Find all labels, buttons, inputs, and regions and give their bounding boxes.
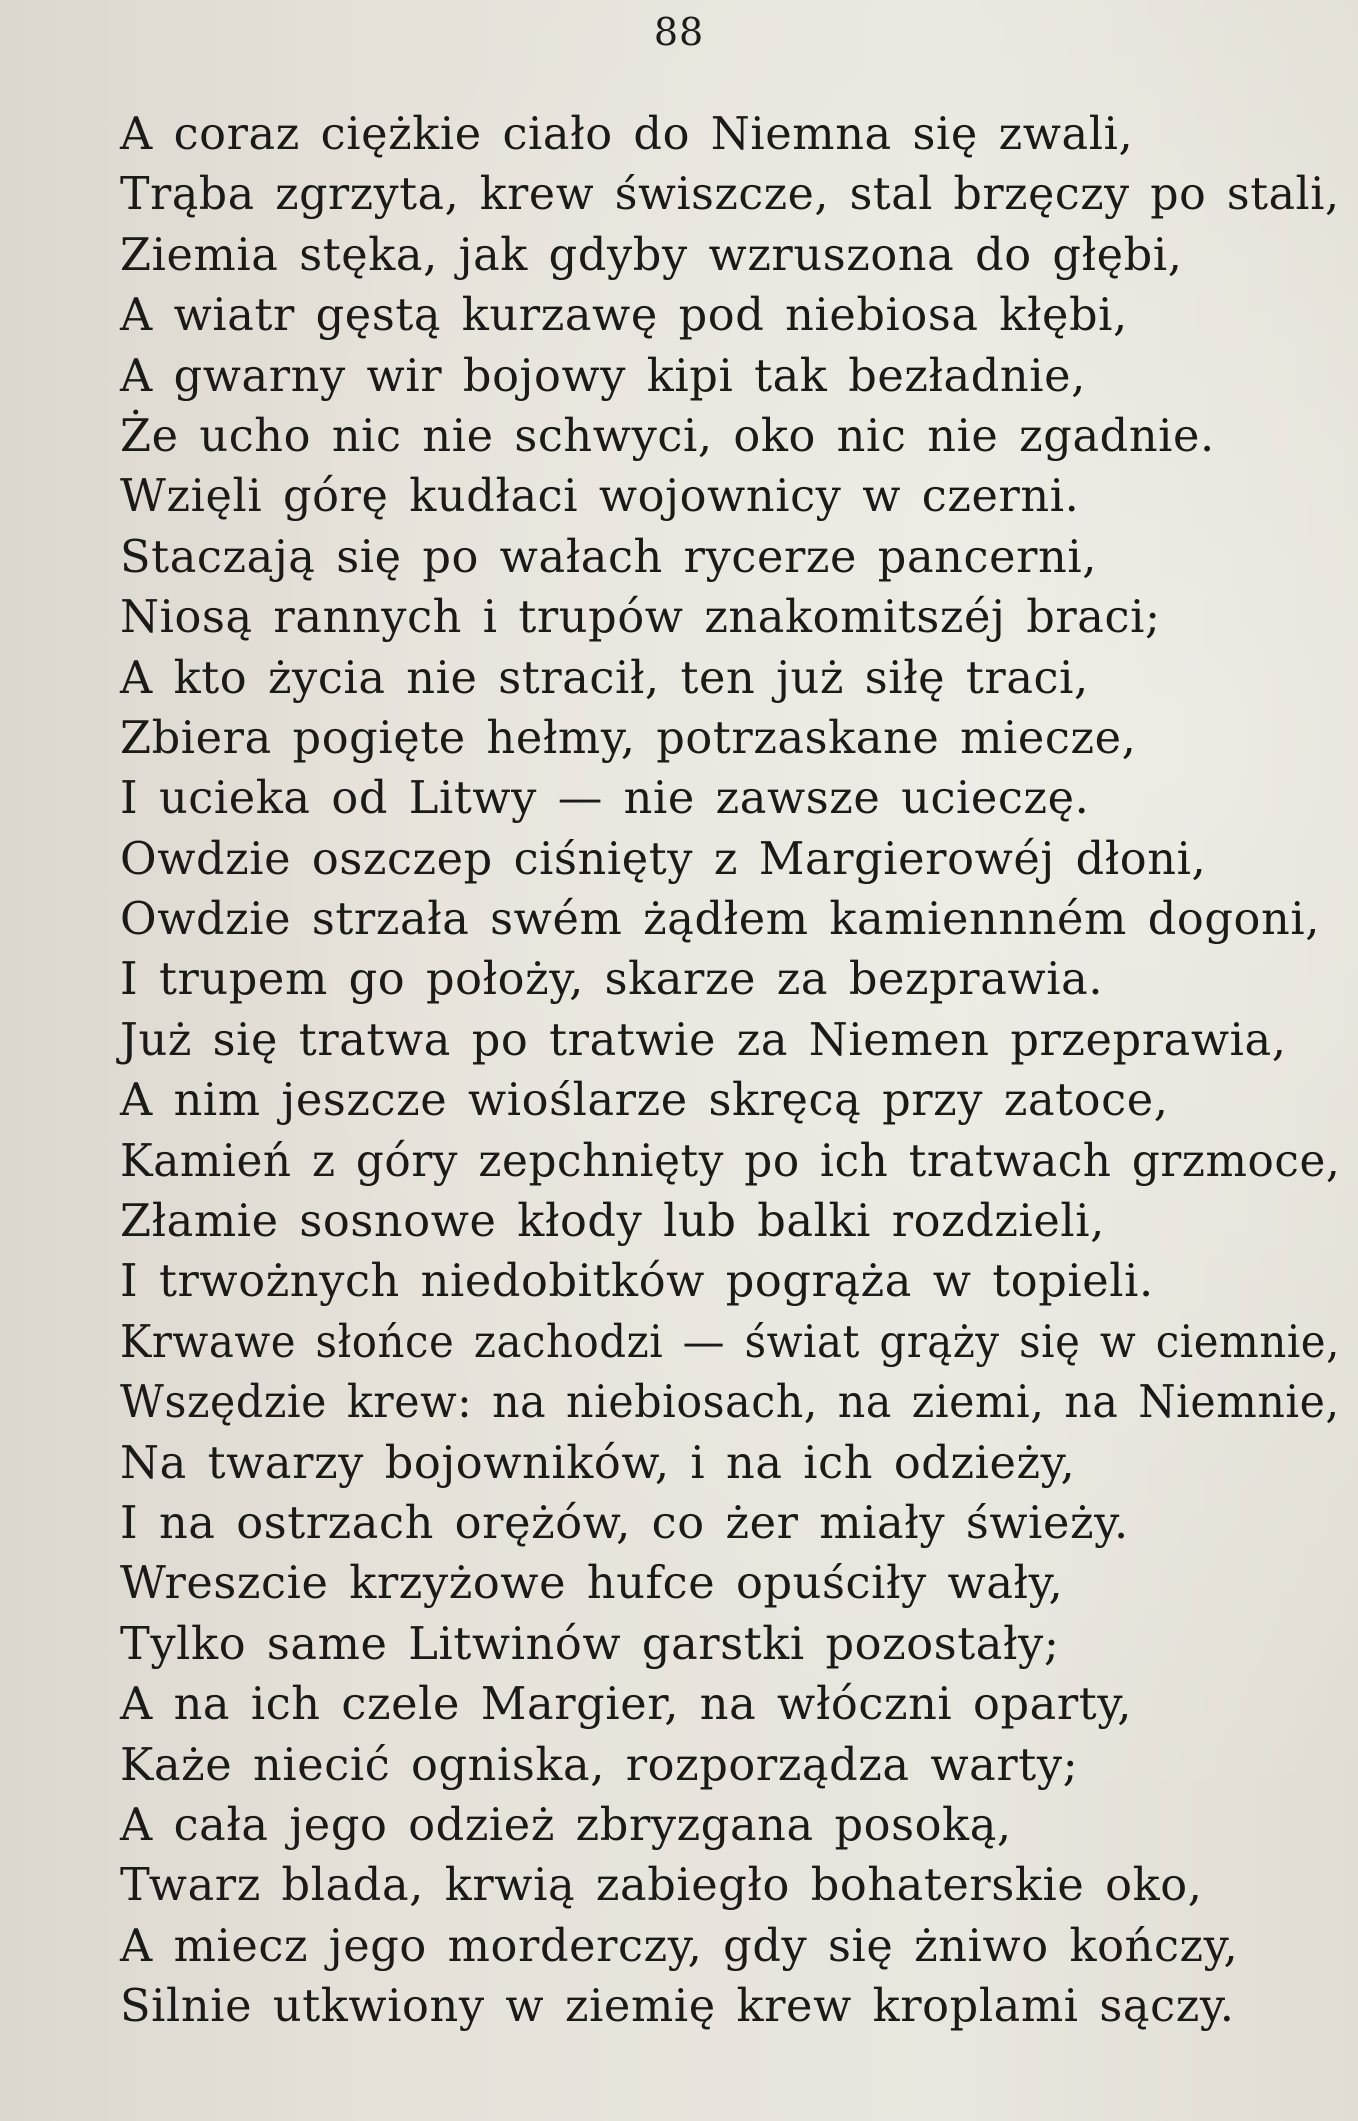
verse-line: A coraz ciężkie ciało do Niemna się zwali,: [120, 107, 1134, 160]
verse-line: Staczają się po wałach rycerze pancerni,: [120, 529, 1098, 583]
verse-line: Zbiera pogięte hełmy, potrzaskane miecze,: [120, 710, 1137, 764]
verse-line: Tylko same Litwinów garstki pozostały;: [120, 1616, 1060, 1670]
verse-line: Krwawe słońce zachodzi — świat grąży się w ciemnie,: [120, 1314, 1341, 1368]
verse-line: Ziemia stęka, jak gdyby wzruszona do głębi,: [120, 227, 1183, 281]
verse-line: I ucieka od Litwy — nie zawsze ucieczę.: [120, 771, 1090, 825]
verse-line: A kto życia nie stracił, ten już siłę traci,: [120, 650, 1089, 704]
verse-line: Już się tratwa po tratwie za Niemen przeprawia,: [120, 1012, 1287, 1066]
verse-line: Wreszcie krzyżowe hufce opuściły wały,: [120, 1556, 1064, 1610]
verse-line: Że ucho nic nie schwyci, oko nic nie zgadnie.: [120, 408, 1215, 462]
verse-line: Kamień z góry zepchnięty po ich tratwach grzmoce,: [120, 1133, 1341, 1187]
verse-line: Złamie sosnowe kłody lub balki rozdzieli,: [120, 1194, 1105, 1248]
verse-line: I trwożnych niedobitków pogrąża w topieli.: [120, 1254, 1154, 1308]
verse-line: Twarz blada, krwią zabiegło bohaterskie oko,: [120, 1858, 1203, 1912]
verse-line: Owdzie strzała swém żądłem kamiennném dogoni,: [120, 892, 1320, 946]
verse-line: A cała jego odzież zbryzgana posoką,: [120, 1797, 1012, 1851]
verse-line: Wszędzie krew: na niebiosach, na ziemi, na Niemnie,: [120, 1375, 1340, 1429]
verse-line: A miecz jego morderczy, gdy się żniwo kończy,: [120, 1918, 1239, 1972]
verse-line: I trupem go położy, skarze za bezprawia.: [120, 952, 1104, 1006]
verse-line: A wiatr gęstą kurzawę pod niebiosa kłębi,: [120, 288, 1128, 342]
verse-line: Niosą rannych i trupów znakomitszéj braci;: [120, 590, 1161, 644]
page-number: 88: [653, 10, 705, 54]
verse-line: Silnie utkwiony w ziemię krew kroplami sączy.: [120, 1979, 1235, 2033]
poem-text: [120, 104, 1350, 2037]
verse-line: Na twarzy bojowników, i na ich odzieży,: [120, 1435, 1076, 1489]
verse-line: A gwarny wir bojowy kipi tak bezładnie,: [120, 348, 1086, 402]
verse-line: A na ich czele Margier, na włóczni oparty,: [120, 1677, 1133, 1731]
verse-line: Każe niecić ogniska, rozporządza warty;: [120, 1737, 1079, 1791]
verse-line: Wzięli górę kudłaci wojownicy w czerni.: [120, 469, 1080, 523]
verse-line: Trąba zgrzyta, krew świszcze, stal brzęczy po stali,: [120, 167, 1340, 221]
verse-line: I na ostrzach orężów, co żer miały świeży.: [120, 1495, 1129, 1549]
verse-line: Owdzie oszczep ciśnięty z Margierowéj dłoni,: [120, 831, 1207, 885]
verse-line: A nim jeszcze wioślarze skręcą przy zatoce,: [120, 1073, 1169, 1127]
